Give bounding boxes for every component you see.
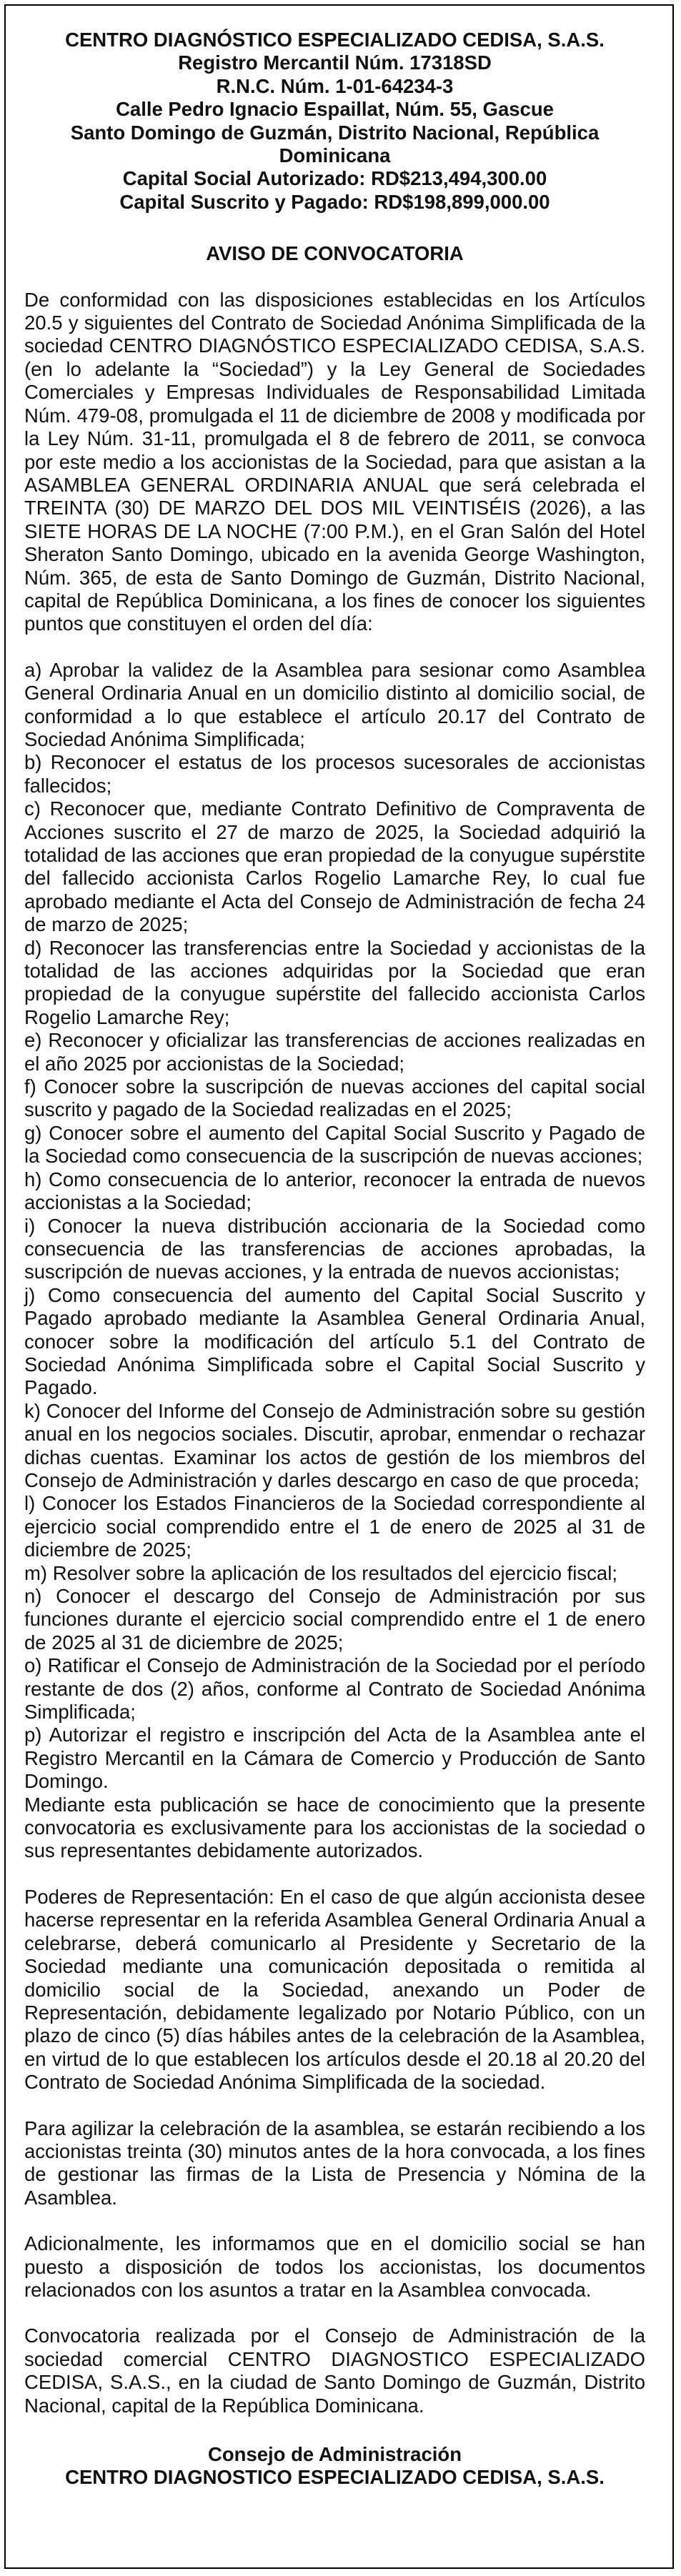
notice-body <box>24 29 645 2490</box>
poderes-paragraph: Poderes de Representación: En el caso de que algún accionista desee hacerse representar en la referida Asamblea General Ordinaria Anual a celebrarse, deberá comunicarlo al Presidente y Secretario de la Sociedad mediante una comunicación depositada o remitida al domicilio social de la Sociedad, anexando un Poder de Representación, debidamente legalizado por Notario Público, con un plazo de cinco (5) días hábiles antes de la celebración de la Asamblea, en virtud de lo que establecen los artículos desde el 20.18 al 20.20 del Contrato de Sociedad Anónima Simplificada de la sociedad. <box>24 1885 645 2094</box>
agenda-item-m: m) Resolver sobre la aplicación de los resultados del ejercicio fiscal; <box>24 1561 617 1584</box>
company-name: CENTRO DIAGNÓSTICO ESPECIALIZADO CEDISA, S.A.S. <box>65 29 605 51</box>
agenda-item-c: c) Reconocer que, mediante Contrato Definitivo de Compraventa de Acciones suscrito el 27 de marzo de 2025, la Sociedad adquirió la totalidad de las acciones que eran propiedad de la conyugue supérstite del fallecido accionista Carlos Rogelio Lamarche Rey, lo cual fue aprobado mediante el Acta del Consejo de Administración de fecha 24 de marzo de 2025; <box>24 797 645 936</box>
agenda-item-n: n) Conocer el descargo del Consejo de Administración por sus funciones durante el ejercicio social comprendido entre el 1 de enero de 2025 al 31 de diciembre de 2025; <box>24 1585 645 1653</box>
capital-autorizado: Capital Social Autorizado: RD$213,494,300.00 <box>122 167 547 190</box>
agenda-item-j: j) Como consecuencia del aumento del Capital Social Suscrito y Pagado aprobado mediante la Asamblea General Ordinaria Anual, conocer sobre la modificación del artículo 5.1 del Contrato de Sociedad Anónima Simplificada sobre el Capital Social Suscrito y Pagado. <box>24 1283 645 1399</box>
address-line-3: Dominicana <box>279 144 391 167</box>
agenda-item-b: b) Reconocer el estatus de los procesos sucesorales de accionistas fallecidos; <box>24 751 645 797</box>
agenda-item-k: k) Conocer del Informe del Consejo de Administración sobre su gestión anual en los negocios sociales. Discutir, aprobar, enmendar o rechazar dichas cuentas. Examinar los actos de gestión de los miembros del Consejo de Administración y darles descargo en caso de que proceda; <box>24 1399 645 1491</box>
address-line-2: Santo Domingo de Guzmán, Distrito Nacional, República <box>70 121 600 144</box>
address-line-1: Calle Pedro Ignacio Espaillat, Núm. 55, Gascue <box>116 98 554 121</box>
rnc-number: R.N.C. Núm. 1-01-64234-3 <box>216 74 454 97</box>
agenda-item-a: a) Aprobar la validez de la Asamblea para sesionar como Asamblea General Ordinaria Anual en un domicilio distinto al domicilio social, de conformidad a lo que establece el artículo 20.17 del Contrato de Sociedad Anónima Simplificada; <box>24 658 645 750</box>
signature-block <box>24 2443 645 2490</box>
agenda-item-g: g) Conocer sobre el aumento del Capital Social Suscrito y Pagado de la Sociedad como consecuencia de la suscripción de nuevas acciones; <box>24 1121 645 1168</box>
signature-company: CENTRO DIAGNOSTICO ESPECIALIZADO CEDISA, S.A.S. <box>65 2466 605 2489</box>
signature-board: Consejo de Administración <box>207 2443 462 2465</box>
agenda-item-l: l) Conocer los Estados Financieros de la Sociedad correspondiente al ejercicio social comprendido entre el 1 de enero de 2025 al 31 de diciembre de 2025; <box>24 1492 645 1561</box>
agenda-item-h: h) Como consecuencia de lo anterior, reconocer la entrada de nuevos accionistas a la Sociedad; <box>24 1168 645 1214</box>
agenda-item-o: o) Ratificar el Consejo de Administración de la Sociedad por el período restante de dos (2) años, conforme al Contrato de Sociedad Anónima Simplificada; <box>24 1654 645 1724</box>
agenda-list <box>24 659 645 1863</box>
notice-title: AVISO DE CONVOCATORIA <box>206 242 464 265</box>
capital-suscrito: Capital Suscrito y Pagado: RD$198,899,000.00 <box>119 190 550 213</box>
registro-mercantil: Registro Mercantil Núm. 17318SD <box>178 51 492 74</box>
company-header <box>24 29 645 214</box>
adicionalmente-paragraph: Adicionalmente, les informamos que en el domicilio social se han puesto a disposición de todos los accionistas, los documentos relacionados con los asuntos a tratar en la Asamblea convocada. <box>24 2232 645 2301</box>
publication-notice: Mediante esta publicación se hace de conocimiento que la presente convocatoria es exclusivamente para los accionistas de la sociedad o sus representantes debidamente autorizados. <box>24 1793 645 1862</box>
agilizar-paragraph: Para agilizar la celebración de la asamblea, se estarán recibiendo a los accionistas treinta (30) minutos antes de la hora convocada, a los fines de gestionar las firmas de la Lista de Presencia y Nómina de la Asamblea. <box>24 2117 645 2209</box>
agenda-item-d: d) Reconocer las transferencias entre la Sociedad y accionistas de la totalidad de las acciones adquiridas por la Sociedad que eran propiedad de la conyugue supérstite del fallecido accionista Carlos Rogelio Lamarche Rey; <box>24 936 645 1028</box>
intro-paragraph: De conformidad con las disposiciones establecidas en los Artículos 20.5 y siguientes del Contrato de Sociedad Anónima Simplificada de la sociedad CENTRO DIAGNÓSTICO ESPECIALIZADO CEDISA, S.A.S. (en lo adelante la “Sociedad”) y la Ley General de Sociedades Comerciales y Empresas Individuales de Responsabilidad Limitada Núm. 479-08, promulgada el 11 de diciembre de 2008 y modificada por la Ley Núm. 31-11, promulgada el 8 de febrero de 2011, se convoca por este medio a los accionistas de la Sociedad, para que asistan a la ASAMBLEA GENERAL ORDINARIA ANUAL que será celebrada el TREINTA (30) DE MARZO DEL DOS MIL VEINTISÉIS (2026), a las SIETE HORAS DE LA NOCHE (7:00 P.M.), en el Gran Salón del Hotel Sheraton Santo Domingo, ubicado en la avenida George Washington, Núm. 365, de esta de Santo Domingo de Guzmán, Distrito Nacional, capital de República Dominicana, a los fines de conocer los siguientes puntos que constituyen el orden del día: <box>24 288 645 635</box>
agenda-item-p: p) Autorizar el registro e inscripción del Acta de la Asamblea ante el Registro Mercantil en la Cámara de Comercio y Producción de Santo Domingo. <box>24 1724 645 1793</box>
convocatoria-realizada-paragraph: Convocatoria realizada por el Consejo de Administración de la sociedad comercial CENTRO DIAGNOSTICO ESPECIALIZADO CEDISA, S.A.S., en la ciudad de Santo Domingo de Guzmán, Distrito Nacional, capital de la República Dominicana. <box>24 2324 645 2417</box>
agenda-item-e: e) Reconocer y oficializar las transferencias de acciones realizadas en el año 2025 por accionistas de la Sociedad; <box>24 1029 645 1075</box>
agenda-item-f: f) Conocer sobre la suscripción de nuevas acciones del capital social suscrito y pagado de la Sociedad realizadas en el 2025; <box>24 1075 645 1121</box>
agenda-item-i: i) Conocer la nueva distribución accionaria de la Sociedad como consecuencia de las transferencias de acciones aprobadas, la suscripción de nuevas acciones, y la entrada de nuevos accionistas; <box>24 1214 645 1283</box>
